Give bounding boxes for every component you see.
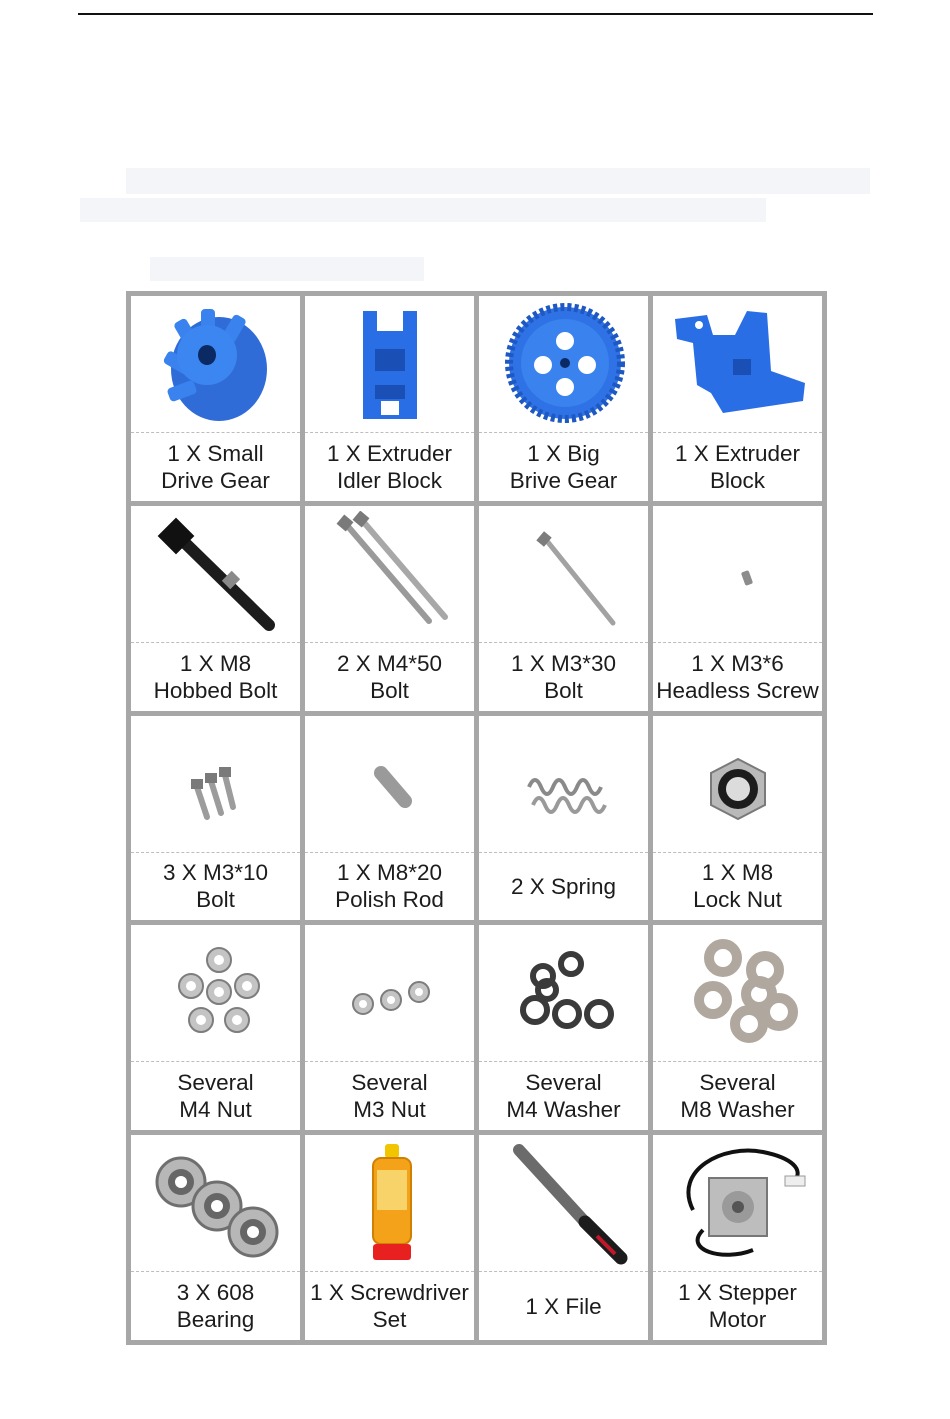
part-photo: [653, 1135, 822, 1271]
m3-bolt-icon: [489, 511, 639, 637]
part-cell: [479, 1135, 648, 1340]
part-photo: [479, 925, 648, 1061]
part-name: Idler Block: [336, 467, 443, 493]
part-quantity: 1 X Screwdriver: [310, 1280, 469, 1306]
bearing-icon: [141, 1140, 291, 1266]
part-name: Bolt: [544, 677, 583, 703]
part-cell: [131, 716, 300, 921]
part-label: [131, 852, 300, 921]
part-cell: [479, 925, 648, 1130]
rod-icon: [315, 721, 465, 847]
part-name: Block: [709, 467, 766, 493]
m3-nuts-icon: [315, 930, 465, 1056]
part-label: [305, 642, 474, 711]
part-quantity: Several: [699, 1070, 776, 1096]
part-photo: [305, 296, 474, 432]
part-photo: [479, 506, 648, 642]
part-name: Headless Screw: [656, 677, 819, 703]
part-cell: [131, 506, 300, 711]
part-cell: [653, 716, 822, 921]
part-label: [131, 1061, 300, 1130]
part-label: [479, 1271, 648, 1340]
part-name: Bolt: [370, 677, 409, 703]
part-label: [479, 432, 648, 501]
part-quantity: Several: [525, 1070, 602, 1096]
part-quantity: 1 X Extruder: [326, 440, 453, 466]
part-name: Polish Rod: [335, 887, 444, 913]
part-cell: [479, 506, 648, 711]
part-label: [305, 1271, 474, 1340]
screwdriver-set-icon: [315, 1140, 465, 1266]
small-drive-gear-icon: [141, 301, 291, 427]
part-quantity: 3 X M3*10: [162, 860, 269, 886]
part-quantity: 1 X Stepper: [678, 1280, 797, 1306]
file-tool-icon: [489, 1140, 639, 1266]
part-name: M3 Nut: [353, 1097, 426, 1123]
part-name: Bearing: [176, 1307, 255, 1333]
part-name: M4 Washer: [506, 1097, 621, 1123]
idler-block-icon: [315, 301, 465, 427]
part-quantity: Several: [351, 1070, 428, 1096]
part-cell: [131, 925, 300, 1130]
part-cell: [305, 716, 474, 921]
part-quantity: 1 X M8: [701, 860, 774, 886]
part-label: [479, 1061, 648, 1130]
part-name: M4 Nut: [179, 1097, 252, 1123]
part-label: [479, 852, 648, 921]
part-cell: [479, 716, 648, 921]
faint-text-block: [126, 168, 870, 194]
part-label: [131, 432, 300, 501]
parts-grid: [126, 291, 827, 1345]
part-quantity: 1 X M8*20: [336, 860, 443, 886]
hobbed-bolt-icon: [141, 511, 291, 637]
part-quantity: 1 X File: [525, 1293, 602, 1319]
part-quantity: 3 X 608: [176, 1280, 255, 1306]
part-quantity: Several: [177, 1070, 254, 1096]
part-label: [653, 852, 822, 921]
faint-text-block: [150, 257, 424, 281]
part-photo: [653, 925, 822, 1061]
part-cell: [653, 925, 822, 1130]
part-cell: [305, 506, 474, 711]
part-cell: [131, 296, 300, 501]
part-photo: [653, 506, 822, 642]
part-quantity: 1 X Big: [527, 440, 600, 466]
set-screw-icon: [663, 511, 813, 637]
part-quantity: 1 X Extruder: [674, 440, 801, 466]
spring-icon: [489, 721, 639, 847]
part-name: Set: [372, 1307, 407, 1333]
long-bolts-icon: [315, 511, 465, 637]
faint-text-block: [80, 198, 766, 222]
part-name: M8 Washer: [680, 1097, 795, 1123]
part-quantity: 2 X M4*50: [336, 650, 443, 676]
part-photo: [653, 296, 822, 432]
part-label: [305, 1061, 474, 1130]
part-name: Brive Gear: [509, 467, 618, 493]
part-quantity: 1 X Small: [167, 440, 264, 466]
top-rule: [78, 13, 873, 15]
part-label: [131, 642, 300, 711]
part-quantity: 2 X Spring: [510, 873, 617, 899]
part-photo: [479, 716, 648, 852]
part-label: [479, 642, 648, 711]
part-label: [653, 1271, 822, 1340]
part-label: [653, 1061, 822, 1130]
m4-washers-icon: [489, 930, 639, 1056]
part-label: [653, 642, 822, 711]
part-photo: [305, 506, 474, 642]
part-photo: [131, 925, 300, 1061]
part-photo: [653, 716, 822, 852]
part-cell: [305, 296, 474, 501]
extruder-block-icon: [663, 301, 813, 427]
part-label: [305, 852, 474, 921]
part-photo: [305, 925, 474, 1061]
m8-washers-icon: [663, 930, 813, 1056]
part-cell: [305, 1135, 474, 1340]
part-photo: [305, 1135, 474, 1271]
part-name: Motor: [708, 1307, 767, 1333]
part-photo: [479, 1135, 648, 1271]
part-quantity: 1 X M3*6: [691, 650, 784, 676]
part-label: [131, 1271, 300, 1340]
part-label: [653, 432, 822, 501]
part-quantity: 1 X M8: [179, 650, 252, 676]
part-cell: [653, 296, 822, 501]
lock-nut-icon: [663, 721, 813, 847]
part-photo: [131, 506, 300, 642]
stepper-motor-icon: [663, 1140, 813, 1266]
part-cell: [653, 506, 822, 711]
part-cell: [305, 925, 474, 1130]
part-cell: [653, 1135, 822, 1340]
part-photo: [305, 716, 474, 852]
part-photo: [131, 716, 300, 852]
big-gear-icon: [489, 301, 639, 427]
part-photo: [131, 296, 300, 432]
part-photo: [131, 1135, 300, 1271]
part-cell: [131, 1135, 300, 1340]
part-name: Bolt: [196, 887, 235, 913]
part-name: Drive Gear: [161, 467, 270, 493]
part-name: Lock Nut: [693, 887, 782, 913]
m4-nuts-icon: [141, 930, 291, 1056]
part-photo: [479, 296, 648, 432]
part-name: Hobbed Bolt: [153, 677, 278, 703]
part-quantity: 1 X M3*30: [510, 650, 617, 676]
part-cell: [479, 296, 648, 501]
short-bolts-icon: [141, 721, 291, 847]
part-label: [305, 432, 474, 501]
